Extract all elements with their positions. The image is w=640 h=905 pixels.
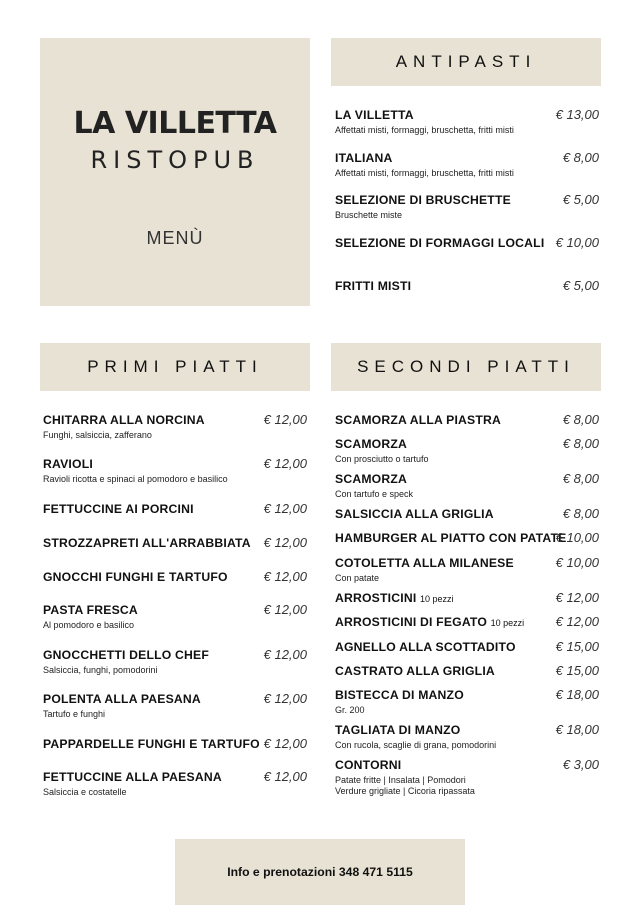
- menu-item: [43, 692, 307, 719]
- menu-item: [335, 688, 599, 715]
- menu-item: [335, 531, 599, 545]
- menu-item: [335, 193, 599, 220]
- menu-item: [335, 413, 599, 427]
- item-price: € 10,00: [555, 555, 599, 570]
- item-name: PASTA FRESCA: [43, 603, 138, 617]
- menu-label: MENÙ: [146, 228, 204, 248]
- restaurant-subtitle: RISTOPUB: [90, 146, 260, 174]
- item-description-2: Verdure grigliate | Cicoria ripassata: [335, 786, 475, 796]
- menu-item: [43, 536, 307, 550]
- item-name: SELEZIONE DI FORMAGGI LOCALI: [335, 236, 545, 250]
- item-price: € 15,00: [555, 639, 599, 654]
- menu-item: [335, 279, 599, 293]
- item-price: € 8,00: [562, 412, 599, 427]
- item-name: TAGLIATA DI MANZO: [335, 723, 461, 737]
- item-price: € 12,00: [263, 456, 307, 471]
- item-name: SCAMORZA ALLA PIASTRA: [335, 413, 502, 427]
- item-price: € 18,00: [555, 722, 599, 737]
- menu-item: [335, 758, 599, 796]
- item-price: € 12,00: [263, 569, 307, 584]
- menu-item: [335, 640, 599, 654]
- item-description: Salsiccia e costatelle: [43, 787, 127, 797]
- menu-item: [43, 603, 307, 630]
- item-name: CHITARRA ALLA NORCINA: [43, 413, 205, 427]
- item-name: CONTORNI: [335, 758, 402, 772]
- item-description: Con rucola, scaglie di grana, pomodorini: [335, 740, 497, 750]
- menu-item: [335, 472, 599, 499]
- item-name: SALSICCIA ALLA GRIGLIA: [335, 507, 494, 521]
- item-name: FETTUCCINE AI PORCINI: [43, 502, 194, 516]
- item-name: SCAMORZA: [335, 437, 408, 451]
- item-name: GNOCCHETTI DELLO CHEF: [43, 648, 210, 662]
- item-description: Con patate: [335, 573, 380, 583]
- item-price: € 8,00: [562, 436, 599, 451]
- item-name: PAPPARDELLE FUNGHI E TARTUFO: [43, 737, 260, 751]
- antipasti-header: ANTIPASTI: [331, 38, 601, 86]
- item-description: Patate fritte | Insalata | Pomodori: [335, 775, 466, 785]
- item-name: RAVIOLI: [43, 457, 93, 471]
- item-name: POLENTA ALLA PAESANA: [43, 692, 201, 706]
- item-price: € 8,00: [562, 506, 599, 521]
- item-note: 10 pezzi: [420, 594, 454, 604]
- item-name: HAMBURGER AL PIATTO CON PATATE: [335, 531, 567, 545]
- menu-item: [335, 437, 599, 464]
- item-description: Bruschette miste: [335, 210, 403, 220]
- item-price: € 8,00: [562, 471, 599, 486]
- item-price: € 5,00: [562, 192, 599, 207]
- contact-footer: Info e prenotazioni 348 471 5115: [175, 839, 465, 905]
- item-description: Tartufo e funghi: [43, 709, 106, 719]
- item-price: € 15,00: [555, 663, 599, 678]
- menu-item: [43, 570, 307, 584]
- item-price: € 10,00: [555, 530, 599, 545]
- item-name: FETTUCCINE ALLA PAESANA: [43, 770, 222, 784]
- menu-item: [335, 664, 599, 678]
- menu-item: [335, 556, 599, 583]
- item-description: Salsiccia, funghi, pomodorini: [43, 665, 158, 675]
- item-name: AGNELLO ALLA SCOTTADITO: [335, 640, 516, 654]
- logo-panel: [40, 38, 310, 306]
- item-description: Gr. 200: [335, 705, 365, 715]
- item-price: € 5,00: [562, 278, 599, 293]
- item-name: STROZZAPRETI ALL'ARRABBIATA: [43, 536, 251, 550]
- menu-item: [335, 723, 599, 750]
- menu-item: [43, 413, 307, 440]
- menu-item: [43, 502, 307, 516]
- item-name: ARROSTICINI 10 pezzi: [335, 591, 454, 605]
- item-price: € 12,00: [555, 614, 599, 629]
- item-price: € 12,00: [263, 691, 307, 706]
- item-name: ITALIANA: [335, 151, 393, 165]
- menu-item: [43, 737, 307, 751]
- item-name: GNOCCHI FUNGHI E TARTUFO: [43, 570, 228, 584]
- item-name: CASTRATO ALLA GRIGLIA: [335, 664, 495, 678]
- primi-header: PRIMI PIATTI: [40, 343, 310, 391]
- menu-item: [43, 770, 307, 797]
- item-price: € 12,00: [263, 535, 307, 550]
- item-name: FRITTI MISTI: [335, 279, 412, 293]
- item-price: € 8,00: [562, 150, 599, 165]
- item-description: Affettati misti, formaggi, bruschetta, fritti misti: [335, 125, 514, 135]
- menu-item: [335, 151, 599, 178]
- secondi-header: SECONDI PIATTI: [331, 343, 601, 391]
- item-description: Affettati misti, formaggi, bruschetta, fritti misti: [335, 168, 514, 178]
- item-name: BISTECCA DI MANZO: [335, 688, 464, 702]
- item-price: € 13,00: [555, 107, 599, 122]
- menu-item: [335, 236, 599, 250]
- restaurant-name: LA VILLETTA: [73, 106, 277, 141]
- menu-item: [43, 648, 307, 675]
- menu-item: [335, 615, 599, 629]
- item-price: € 12,00: [263, 501, 307, 516]
- item-price: € 3,00: [562, 757, 599, 772]
- item-price: € 12,00: [263, 647, 307, 662]
- item-price: € 12,00: [555, 590, 599, 605]
- item-description: Ravioli ricotta e spinaci al pomodoro e basilico: [43, 474, 228, 484]
- menu-item: [335, 108, 599, 135]
- menu-item: [335, 507, 599, 521]
- item-name: ARROSTICINI DI FEGATO 10 pezzi: [335, 615, 525, 629]
- item-name: SELEZIONE DI BRUSCHETTE: [335, 193, 511, 207]
- item-description: Al pomodoro e basilico: [43, 620, 135, 630]
- item-name: LA VILLETTA: [335, 108, 414, 122]
- menu-item: [43, 457, 307, 484]
- item-price: € 18,00: [555, 687, 599, 702]
- item-price: € 10,00: [555, 235, 599, 250]
- item-price: € 12,00: [263, 769, 307, 784]
- item-description: Con prosciutto o tartufo: [335, 454, 429, 464]
- item-name: SCAMORZA: [335, 472, 408, 486]
- item-description: Funghi, salsiccia, zafferano: [43, 430, 152, 440]
- item-price: € 12,00: [263, 412, 307, 427]
- item-price: € 12,00: [263, 602, 307, 617]
- item-description: Con tartufo e speck: [335, 489, 414, 499]
- item-note: 10 pezzi: [490, 618, 525, 628]
- item-price: € 12,00: [263, 736, 307, 751]
- menu-item: [335, 591, 599, 605]
- item-name: COTOLETTA ALLA MILANESE: [335, 556, 514, 570]
